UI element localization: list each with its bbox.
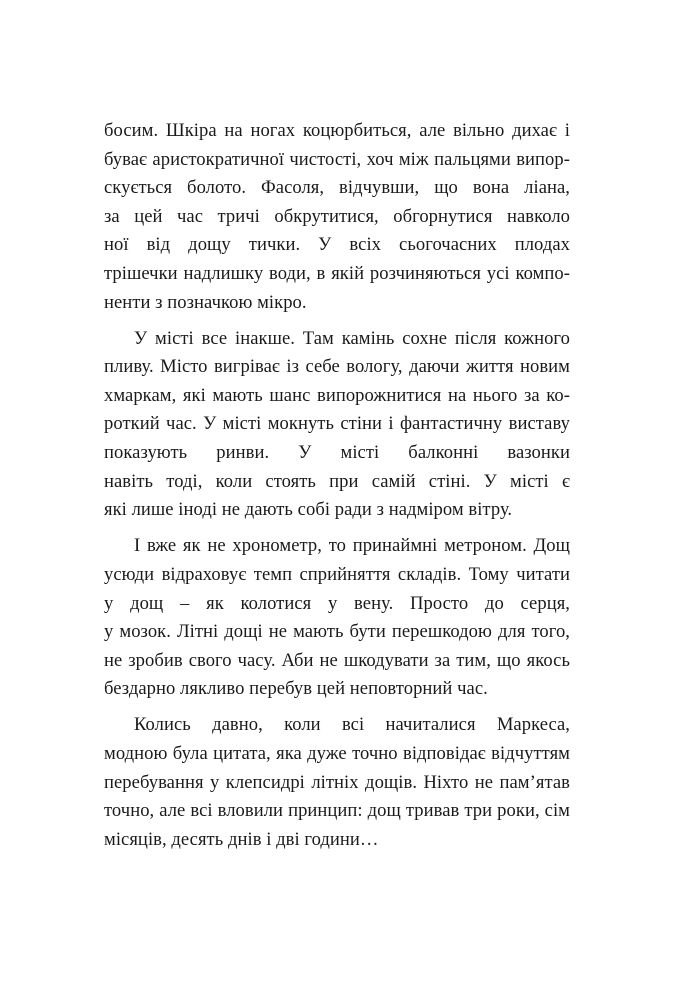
text-line: у дощ – як колотися у вену. Просто до серця, [104,592,570,614]
text-line: навіть тоді, коли стоять при самій стіні. У місті є [104,470,570,492]
text-line: у мозок. Літні дощі не мають бути перешкодою для того, [104,621,570,643]
text-line: пливу. Місто вигріває із себе вологу, даючи життя новим [104,356,570,378]
text-line: скується болото. Фасоля, відчувши, що вона ліана, [104,177,570,199]
text-line: босим. Шкіра на ногах коцюрбиться, але вільно дихає і [104,120,570,141]
text-line: бездарно лякливо перебув цей неповторний час. [104,678,488,700]
text-line: У місті все інакше. Там камінь сохне після кожного [134,327,570,349]
text-line: показують ринви. У місті балконні вазонки [104,442,570,464]
text-line: модною була цитата, яка дуже точно відповідає відчуттям [104,742,570,764]
text-line: роткий час. У місті мокнуть стіни і фантастичну виставу [104,413,570,435]
text-line: трішечки надлишку води, в якій розчиняються усі компо- [104,262,570,284]
text-line: усюди відраховує темп сприйняття складів. Тому читати [104,563,570,585]
text-line: за цей час тричі обкрутитися, обгорнутися навколо [104,205,570,227]
text-line: І вже як не хронометр, то принаймні метроном. Дощ [134,535,570,557]
text-line: які лише іноді не дають собі ради з надміром вітру. [104,499,513,521]
paragraph-gap [104,525,570,533]
body-text [104,117,570,854]
text-line: Колись давно, коли всі начиталися Маркеса, [134,714,570,736]
text-line: ної від дощу тички. У всіх сьогочасних плодах [104,234,570,256]
text-line: місяців, десять днів і дві години… [104,828,379,850]
text-line: не зробив свого часу. Аби не шкодувати за тим, що якось [104,649,570,671]
text-line: перебування у клепсидрі літніх дощів. Ніхто не пам’ятав [104,771,570,793]
text-line: хмаркам, які мають шанс випорожнитися на нього за ко- [104,384,570,406]
paragraph-gap [104,704,570,712]
text-line: ненти з позначкою мікро. [104,291,307,313]
text-line: точно, але всі вловили принцип: дощ тривав три роки, сім [104,800,570,822]
text-line: буває аристократичної чистості, хоч між пальцями випор- [104,148,570,170]
paragraph-gap [104,317,570,325]
